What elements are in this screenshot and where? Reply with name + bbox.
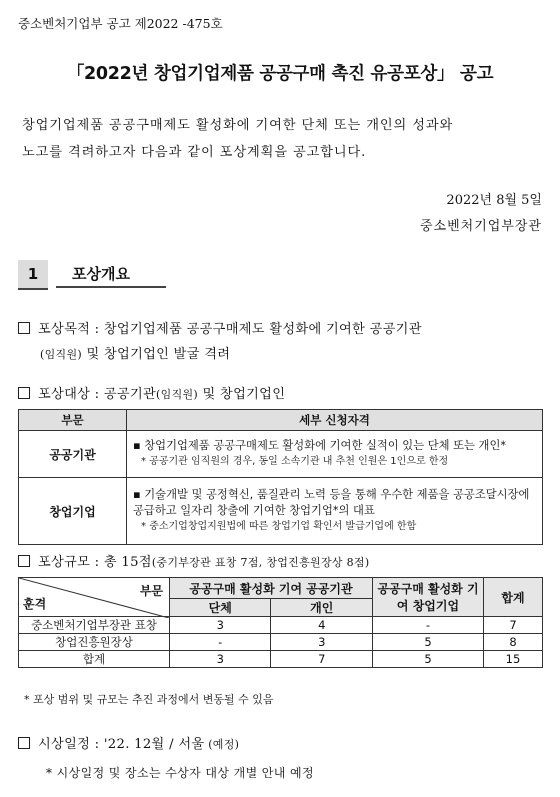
target-item bbox=[18, 383, 285, 402]
purpose-small: (임직원) bbox=[40, 348, 82, 361]
intro-line-2: 노고를 격려하고자 다음과 같이 포상계획을 공고합니다. bbox=[22, 145, 367, 160]
schedule-label: 시상일정 : '22. 12월 / 서울 bbox=[38, 737, 205, 752]
checkbox-square-icon bbox=[18, 322, 30, 334]
page-title: 「2022년 창업기업제품 공공구매 촉진 유공포상」 공고 bbox=[66, 64, 494, 84]
target-detail: ▪ 창업기업제품 공공구매제도 활성화에 기여한 실적이 있는 단체 또는 개인* bbox=[133, 439, 507, 452]
total-header: 합계 bbox=[484, 578, 543, 617]
purpose-line2 bbox=[40, 343, 230, 362]
scale-label-small: (중기부장관 표창 7점, 창업진흥원장상 8점) bbox=[151, 556, 370, 569]
row-name: 합계 bbox=[19, 651, 170, 668]
target-label-a: 포상대상 : 공공기관 bbox=[38, 387, 157, 402]
cell: 5 bbox=[373, 634, 484, 651]
cell: 3 bbox=[170, 617, 271, 634]
table-row bbox=[19, 634, 543, 651]
purpose-item bbox=[18, 318, 422, 337]
target-detail: ▪ 기술개발 및 공정혁신, 품질관리 노력 등을 통해 우수한 제품을 공공조달시장에 공급하고 일자리 창출에 기여한 창업기업*의 대표 bbox=[133, 488, 530, 517]
cell: 5 bbox=[373, 651, 484, 668]
group1-sub-person: 개인 bbox=[271, 599, 373, 617]
section-title: 포상개요 bbox=[56, 260, 166, 288]
corner-grade: 훈격 bbox=[23, 597, 47, 611]
schedule-label-small: (예정) bbox=[204, 738, 240, 751]
row-name: 창업진흥원장상 bbox=[19, 634, 170, 651]
schedule-item bbox=[18, 733, 239, 752]
scale-item bbox=[18, 551, 369, 570]
target-category: 공공기관 bbox=[19, 431, 127, 478]
scale-note: * 포상 범위 및 규모는 추진 과정에서 변동될 수 있음 bbox=[24, 693, 274, 706]
checkbox-square-icon bbox=[18, 387, 30, 399]
cell: - bbox=[170, 634, 271, 651]
issuer-name: 중소벤처기업부장관 bbox=[419, 219, 542, 234]
target-header-category: 부문 bbox=[19, 410, 127, 431]
cell: 7 bbox=[271, 651, 373, 668]
scale-label: 포상규모 : 총 15점 bbox=[38, 555, 152, 570]
cell: 7 bbox=[484, 617, 543, 634]
cell: 4 bbox=[271, 617, 373, 634]
table-row bbox=[19, 431, 543, 478]
cell: - bbox=[373, 617, 484, 634]
checkbox-square-icon bbox=[18, 737, 30, 749]
corner-category: 부문 bbox=[139, 584, 163, 598]
scale-table bbox=[18, 577, 543, 668]
cell: 8 bbox=[484, 634, 543, 651]
table-row bbox=[19, 617, 543, 634]
target-note: * 중소기업창업지원법에 따른 창업기업 확인서 발급기업에 한함 bbox=[141, 521, 417, 532]
notice-number: 중소벤처기업부 공고 제2022 -475호 bbox=[18, 16, 223, 31]
purpose-rest: 및 창업기업인 발굴 격려 bbox=[81, 347, 231, 362]
target-category: 창업기업 bbox=[19, 478, 127, 545]
group1-sub-org: 단체 bbox=[170, 599, 271, 617]
intro-line-1: 창업기업제품 공공구매제도 활성화에 기여한 단체 또는 개인의 성과와 bbox=[22, 118, 454, 133]
purpose-label: 포상목적 : 창업기업제품 공공구매제도 활성화에 기여한 공공기관 bbox=[38, 322, 422, 337]
table-row bbox=[19, 478, 543, 545]
cell: 3 bbox=[271, 634, 373, 651]
announcement-date: 2022년 8월 5일 bbox=[446, 193, 542, 208]
table-row bbox=[19, 651, 543, 668]
schedule-note: * 시상일정 및 장소는 수상자 대상 개별 안내 예정 bbox=[46, 766, 314, 780]
checkbox-square-icon bbox=[18, 555, 30, 567]
target-label-small: (임직원) bbox=[156, 388, 199, 401]
target-header-detail: 세부 신청자격 bbox=[127, 410, 543, 431]
table-corner bbox=[19, 578, 170, 617]
target-table bbox=[18, 409, 543, 545]
cell: 3 bbox=[170, 651, 271, 668]
target-label-b: 및 창업기업인 bbox=[198, 387, 286, 402]
row-name: 중소벤처기업부장관 표창 bbox=[19, 617, 170, 634]
cell: 15 bbox=[484, 651, 543, 668]
section-number: 1 bbox=[18, 260, 48, 290]
group1-header: 공공구매 활성화 기여 공공기관 bbox=[170, 578, 373, 599]
target-note: * 공공기관 임직원의 경우, 동일 소속기관 내 추천 인원은 1인으로 한정 bbox=[141, 456, 449, 467]
group2-header: 공공구매 활성화 기여 창업기업 bbox=[373, 578, 484, 617]
